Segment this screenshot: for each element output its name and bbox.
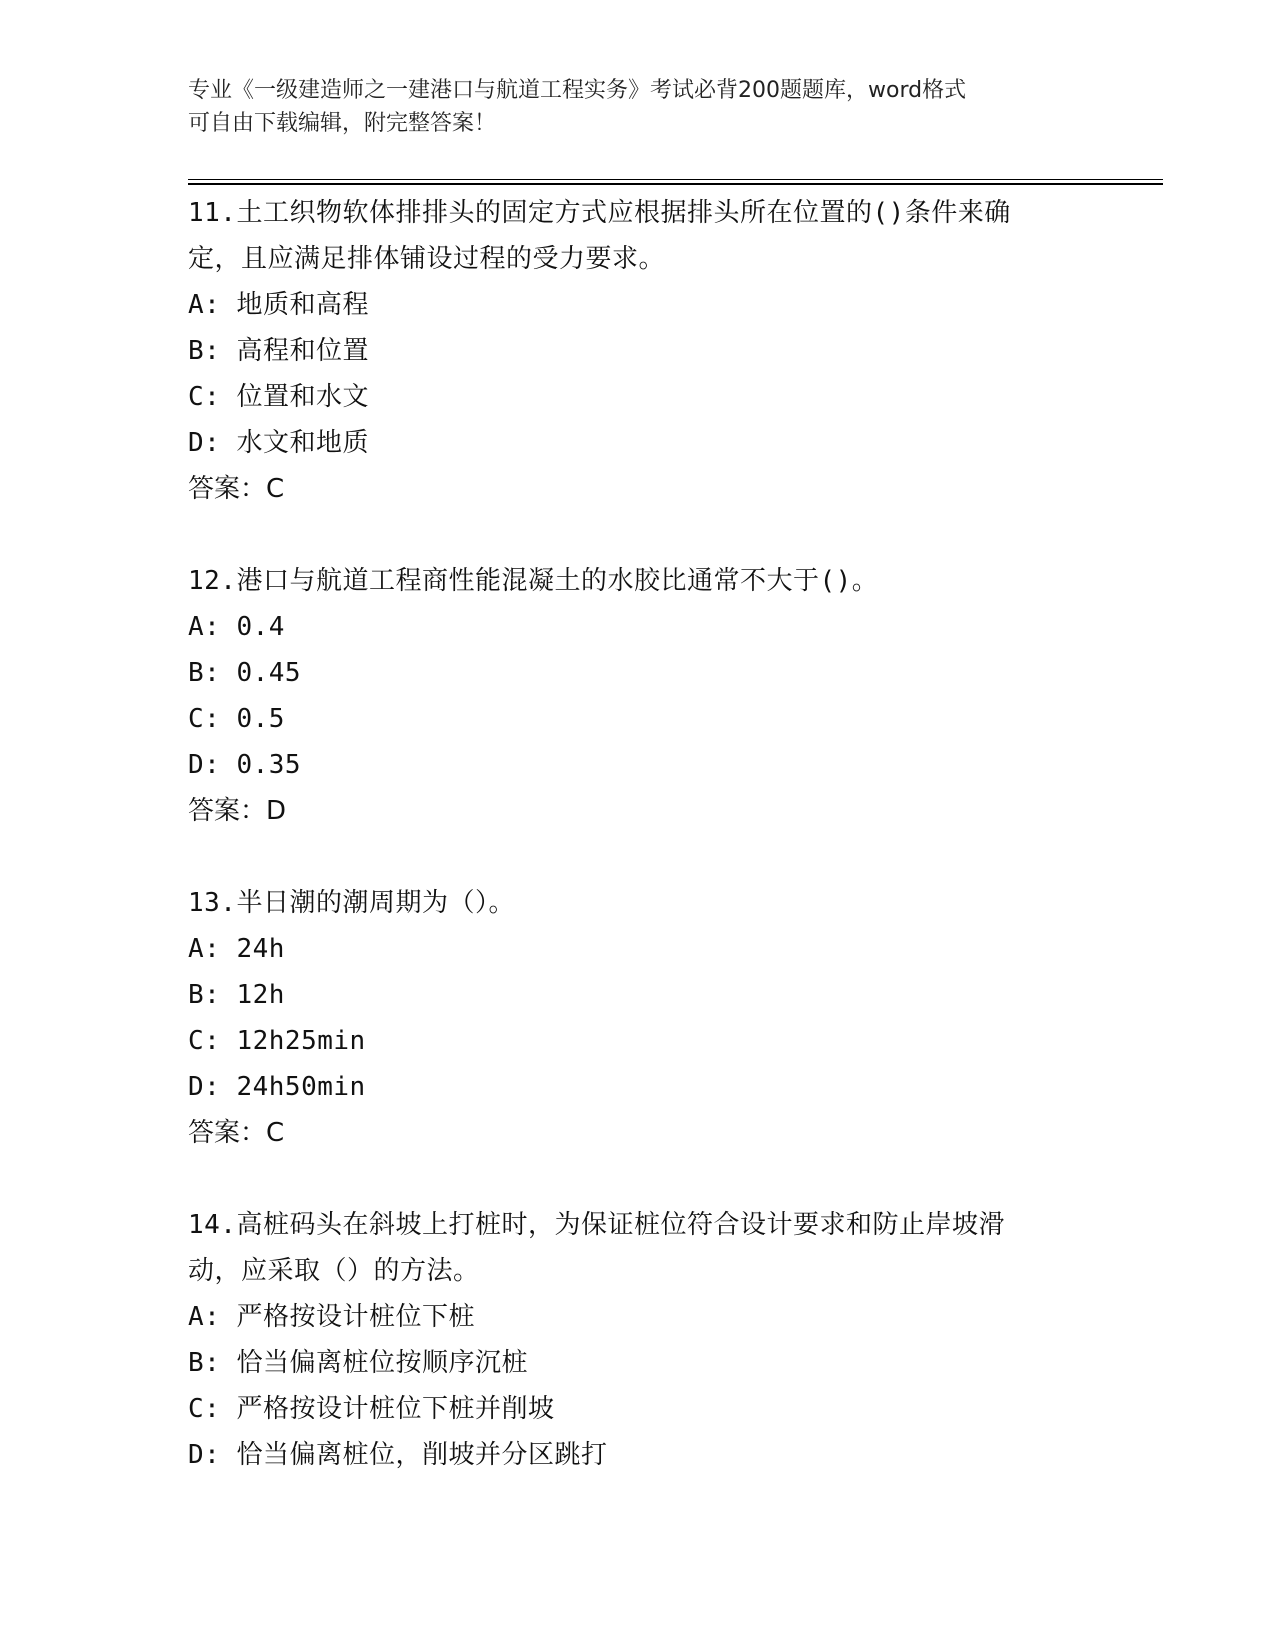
question-11 [188,190,1088,512]
answer: 答案：D [188,796,287,826]
option-b: B: 0.45 [188,658,302,688]
option-c: C: 位置和水文 [188,382,369,412]
document-header [188,74,1088,140]
option-a: A: 地质和高程 [188,290,369,320]
option-c: C: 0.5 [188,704,285,734]
option-b: B: 高程和位置 [188,336,369,366]
question-12 [188,558,1088,834]
answer: 答案：C [188,1118,285,1148]
question-14 [188,1202,1088,1478]
header-rule-thin [188,179,1163,180]
question-13 [188,880,1088,1156]
option-c: C: 严格按设计桩位下桩并削坡 [188,1394,555,1424]
option-a: A: 0.4 [188,612,285,642]
question-text: 11.土工织物软体排排头的固定方式应根据排头所在位置的()条件来确 [188,198,1011,228]
option-b: B: 12h [188,980,285,1010]
option-d: D: 水文和地质 [188,428,369,458]
header-rule-thick [188,183,1163,185]
option-b: B: 恰当偏离桩位按顺序沉桩 [188,1348,528,1378]
question-list [188,190,1088,1524]
option-c: C: 12h25min [188,1026,366,1056]
question-text: 14.高桩码头在斜坡上打桩时，为保证桩位符合设计要求和防止岸坡滑 [188,1210,1005,1240]
header-line-1: 专业《一级建造师之一建港口与航道工程实务》考试必背200题题库，word格式 [188,78,967,103]
option-d: D: 24h50min [188,1072,366,1102]
question-text: 动，应采取（）的方法。 [188,1256,480,1286]
answer: 答案：C [188,474,285,504]
question-text: 12.港口与航道工程商性能混凝土的水胶比通常不大于()。 [188,566,879,596]
question-text: 定，且应满足排体铺设过程的受力要求。 [188,244,666,274]
header-line-2: 可自由下载编辑，附完整答案！ [188,111,497,136]
option-d: D: 恰当偏离桩位，削坡并分区跳打 [188,1440,608,1470]
question-text: 13.半日潮的潮周期为（）。 [188,888,515,918]
option-a: A: 24h [188,934,285,964]
option-a: A: 严格按设计桩位下桩 [188,1302,475,1332]
option-d: D: 0.35 [188,750,302,780]
